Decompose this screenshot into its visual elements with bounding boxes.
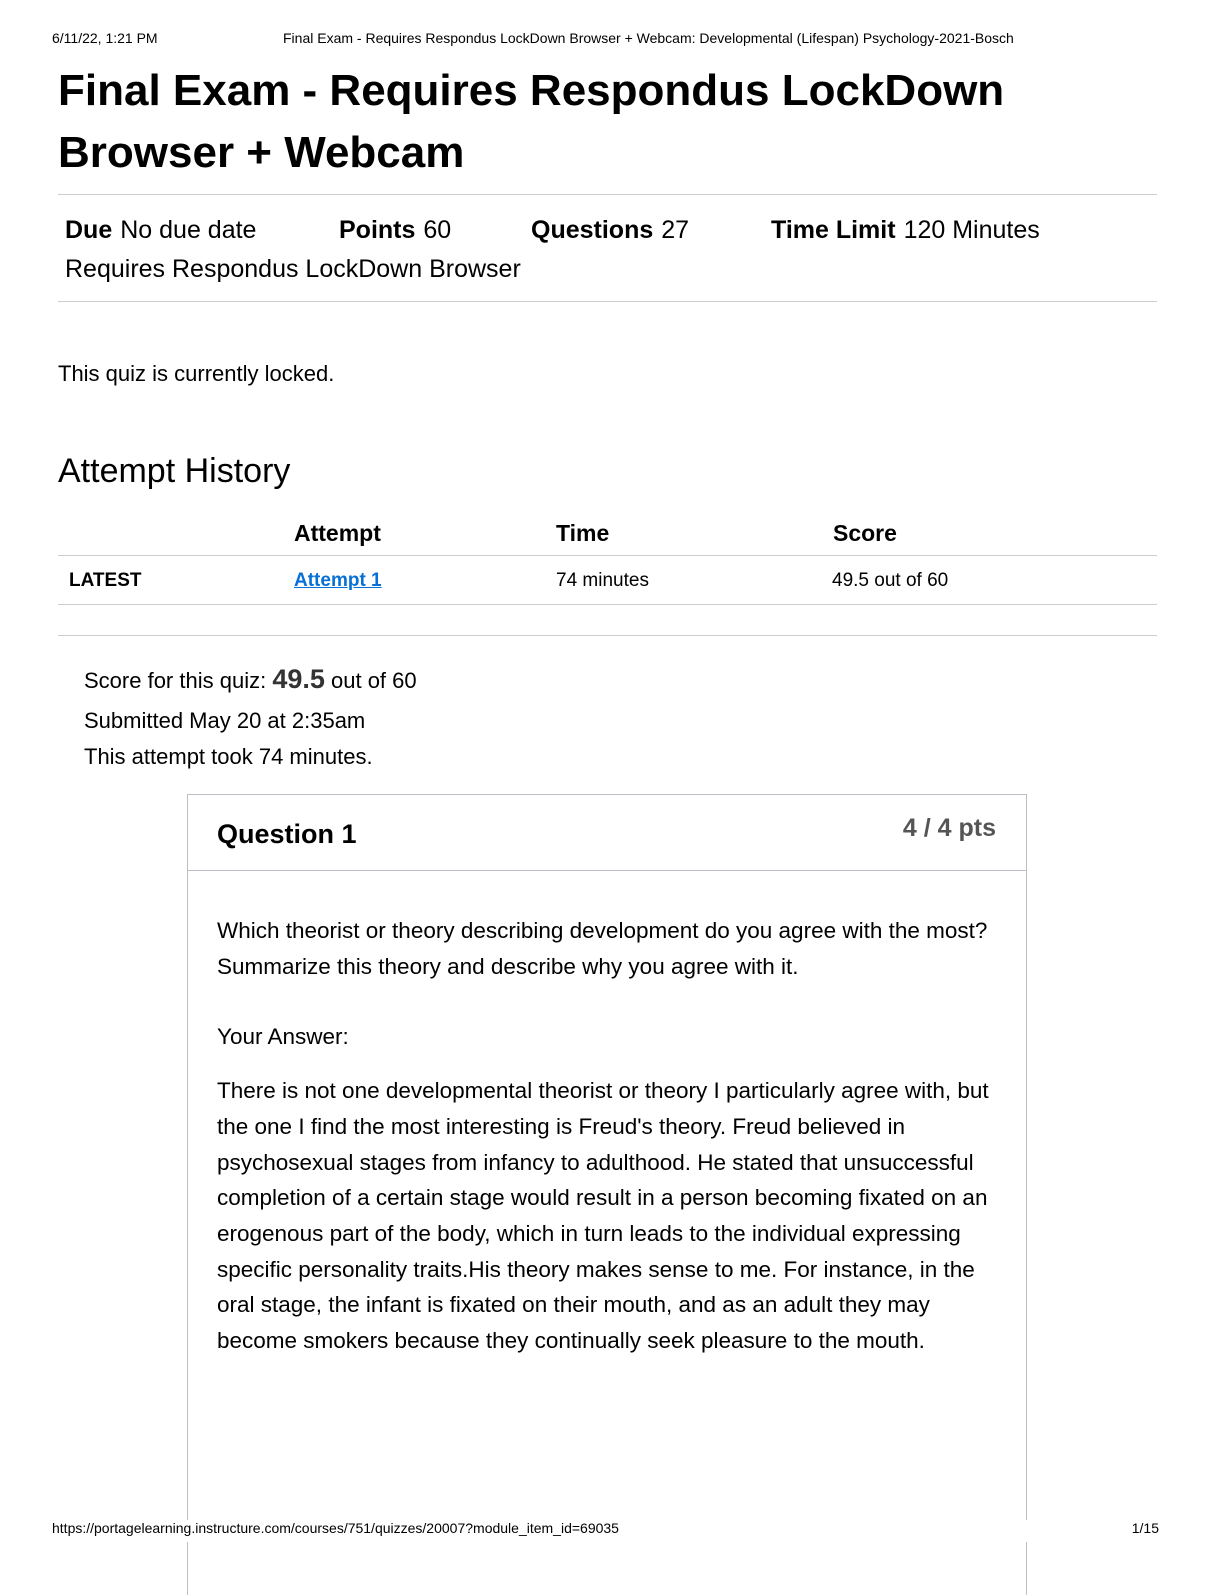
table-header-divider: [58, 555, 1157, 556]
question-header: [188, 795, 1026, 871]
answer-label: Your Answer:: [217, 1024, 349, 1050]
title-divider: [58, 194, 1157, 195]
page-number: 1/15: [1131, 1520, 1159, 1536]
questions-label: Questions: [531, 216, 654, 244]
lockdown-requirement-note: Requires Respondus LockDown Browser: [65, 255, 521, 283]
due-value: No due date: [120, 216, 257, 244]
score-value: 49.5: [272, 664, 325, 694]
details-divider: [58, 301, 1157, 302]
questions-value: 27: [661, 216, 690, 244]
due-detail: [65, 212, 256, 248]
question-prompt: Which theorist or theory describing development do you agree with the most? Summarize this theory and describe why you agree with it.: [217, 918, 988, 979]
answer-text: There is not one developmental theorist or theory I particularly agree with, but the one I find the most interesting is Freud's theory. Freud believed in psychosexual stages from infancy to adulthood. He stated that unsuccessful completion of a certain stage would result in a person becoming fixated on an erogenous part of the body, which in turn leads to the individual expressing specific personality traits.His theory makes sense to me. For instance, in the oral stage, the infant is fixated on their mouth, and as an adult they may become smokers because they continually seek pleasure to the mouth.: [217, 1078, 989, 1354]
page-url: https://portagelearning.instructure.com/courses/751/quizzes/20007?module_item_id=69035: [52, 1520, 619, 1536]
time-cell: 74 minutes: [556, 570, 649, 591]
score-suffix: out of 60: [331, 668, 417, 693]
question-body: [217, 913, 1007, 1359]
attempt-duration: This attempt took 74 minutes.: [84, 744, 373, 769]
latest-badge: LATEST: [69, 570, 142, 591]
points-value: 60: [423, 216, 452, 244]
print-date: 6/11/22, 1:21 PM: [52, 30, 158, 46]
time-limit-label: Time Limit: [771, 216, 896, 244]
questions-detail: [531, 212, 689, 248]
attempt-1-link[interactable]: Attempt 1: [294, 570, 382, 591]
print-footer: [52, 1520, 1159, 1542]
page-title: Final Exam - Requires Respondus LockDown Browser + Webcam: [58, 66, 1005, 177]
question-card: [187, 794, 1027, 1595]
points-label: Points: [339, 216, 416, 244]
column-header-attempt: Attempt: [294, 520, 381, 546]
column-header-time: Time: [556, 520, 610, 546]
attempt-history-heading: Attempt History: [58, 452, 291, 490]
score-cell: 49.5 out of 60: [832, 570, 949, 591]
question-title: Question 1: [217, 819, 357, 849]
time-limit-value: 120 Minutes: [903, 216, 1040, 244]
column-header-score: Score: [833, 520, 897, 546]
attempt-cell: [294, 570, 382, 592]
quiz-score-line: [84, 664, 417, 695]
question-points: 4 / 4 pts: [902, 814, 996, 842]
points-detail: [339, 212, 451, 248]
submitted-time: Submitted May 20 at 2:35am: [84, 708, 366, 733]
section-divider: [58, 635, 1157, 636]
table-row-divider: [58, 604, 1157, 605]
score-label: Score for this quiz:: [84, 668, 267, 693]
print-document-title: Final Exam - Requires Respondus LockDown Browser + Webcam: Developmental (Lifespan) Psychology-2021-Bosch: [283, 30, 1014, 46]
due-label: Due: [65, 216, 113, 244]
quiz-locked-message: This quiz is currently locked.: [58, 361, 335, 386]
time-limit-detail: [771, 212, 1040, 248]
print-header: [52, 30, 1172, 50]
